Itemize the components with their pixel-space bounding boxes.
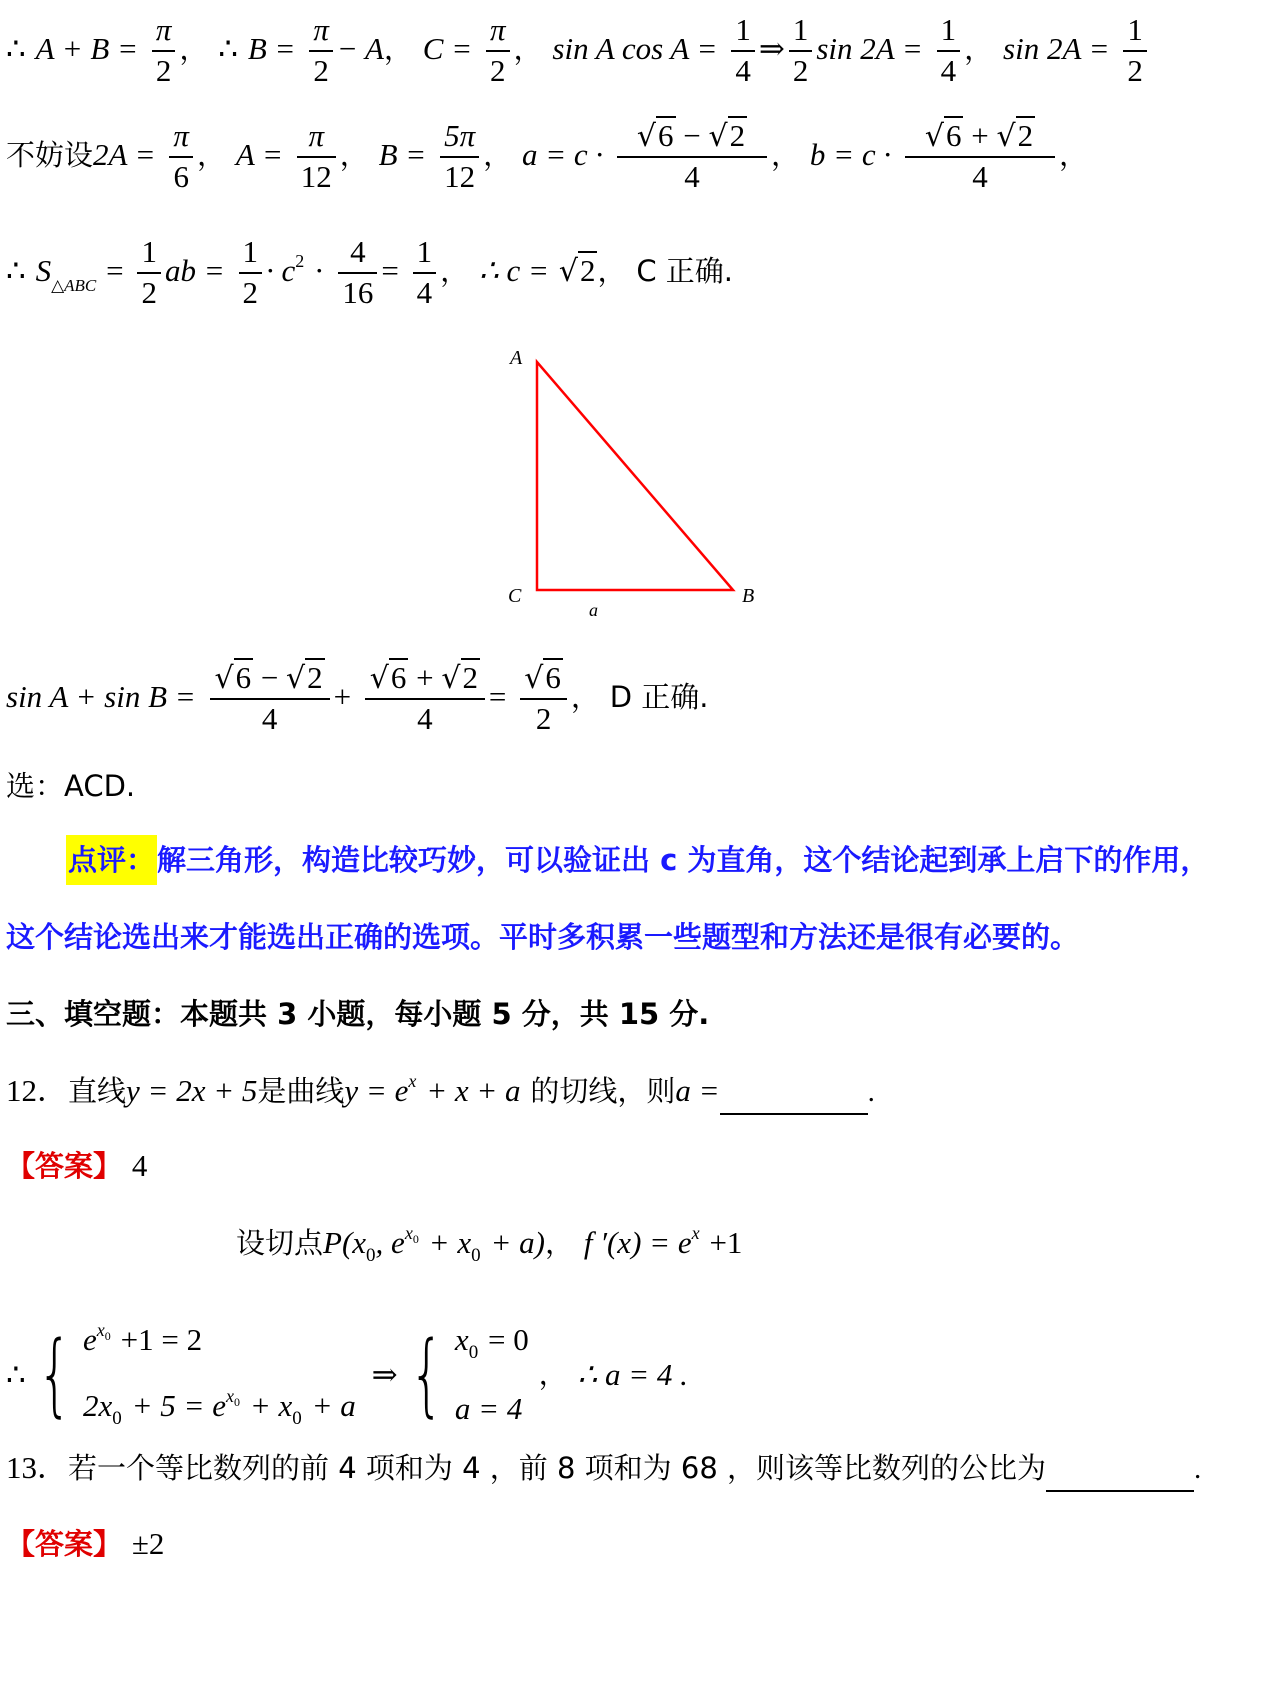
q12-solution-system: ∴ { $e^{x0} +1 = 2$ $2x_0 + 5 = e^{x0} + x_0 + a$ ⇒ { $x_0 = 0$ a = 4 ， ∴ a = 4 . <box>6 1320 688 1429</box>
fraction: $\frac{1}{2}$ <box>137 236 161 309</box>
fraction: $\frac{5\pi}{12}$ <box>440 120 479 193</box>
comment-line-2: 这个结论选出来才能选出正确的选项。平时多积累一些题型和方法还是很有必要的。 <box>6 920 1080 954</box>
vertex-label-c: C <box>508 585 522 607</box>
triangle-shape <box>537 362 733 590</box>
fraction: $\frac{√6}{2}$ <box>520 662 567 735</box>
fraction: $\frac{\pi}{2}$ <box>309 14 333 87</box>
side-label-a: a <box>589 600 598 620</box>
vertex-label-a: A <box>510 347 523 369</box>
fraction: $\frac{4}{16}$ <box>338 236 377 309</box>
vertex-label-b: B <box>742 585 755 607</box>
q12-solution-1: 设切点$P(x_0$, $e^{x0} + x_0 + a$)， f $'(x) = e^x +1$ <box>236 1223 743 1266</box>
solution-line-2: 不妨设2A = $\frac{\pi}{6}$ ， A = $\frac{\pi}{12}$ ， B = $\frac{5\pi}{12}$ ， a = c · $\frac{√6 - √2}{4}$ ， b = c · $\frac{√6 + √2}{4}$ ， <box>6 118 1088 194</box>
q13-answer: 【答案】 ±2 <box>6 1526 165 1561</box>
fraction: $\frac{1}{2}$ <box>239 236 263 309</box>
fraction: $\frac{1}{2}$ <box>789 14 813 87</box>
fraction: $\frac{\pi}{2}$ <box>152 14 176 87</box>
fraction: $\frac{\pi}{12}$ <box>297 120 336 193</box>
fraction: $\frac{√6 + √2}{4}$ <box>365 662 485 735</box>
comment-label: 点评： <box>66 835 157 885</box>
fraction: $\frac{√6 - √2}{4}$ <box>617 120 767 193</box>
solution-line-3: ∴ $S_{\triangle ABC}$ = $\frac{1}{2}$ ab = $\frac{1}{2}$ · $c^2$ · $\frac{4}{16}$ = $\frac{1}{4}$ ， ∴ c = √2， C 正确. <box>6 234 733 310</box>
fraction: $\frac{1}{2}$ <box>1123 14 1147 87</box>
fraction: $\frac{1}{4}$ <box>937 14 961 87</box>
q12-answer: 【答案】 4 <box>6 1148 148 1183</box>
fraction: $\frac{\pi}{2}$ <box>486 14 510 87</box>
comment-text: 解三角形，构造比较巧妙，可以验证出 c 为直角，这个结论起到承上启下的作用， <box>157 843 1210 877</box>
section-heading: 三、填空题：本题共 3 小题，每小题 5 分，共 15 分. <box>6 997 710 1031</box>
comment-line-1 <box>66 845 1209 876</box>
question-13: 13．若一个等比数列的前 4 项和为 4 ，前 8 项和为 68 ，则该等比数列的公比为 . <box>6 1452 1201 1492</box>
fraction: $\frac{1}{4}$ <box>413 236 437 309</box>
choice-answer: 选：ACD. <box>6 769 136 803</box>
triangle-diagram <box>490 340 810 640</box>
solution-line-4: sin A + sin B = $\frac{√6 - √2}{4}$ + $\frac{√6 + √2}{4}$ = $\frac{√6}{2}$ ， D 正确. <box>6 660 709 736</box>
question-12: 12．直线y = 2x + 5是曲线$y = e^x + x + a$ 的切线，则a = . <box>6 1072 875 1115</box>
answer-blank[interactable] <box>1046 1459 1194 1492</box>
answer-blank[interactable] <box>720 1082 868 1115</box>
fraction: $\frac{1}{4}$ <box>731 14 755 87</box>
fraction: $\frac{√6 + √2}{4}$ <box>905 120 1055 193</box>
solution-line-1: ∴ A + B = $\frac{\pi}{2}$ ， ∴ B = $\frac{\pi}{2}$ − A， C = $\frac{\pi}{2}$ ， sin A cos A = $\frac{1}{4}$ ⇒ $\frac{1}{2}$ sin 2A = $\frac{1}{4}$ ， sin 2A = $\frac{1}{2}$ <box>6 14 1151 87</box>
fraction: $\frac{\pi}{6}$ <box>169 120 193 193</box>
fraction: $\frac{√6 - √2}{4}$ <box>210 662 330 735</box>
